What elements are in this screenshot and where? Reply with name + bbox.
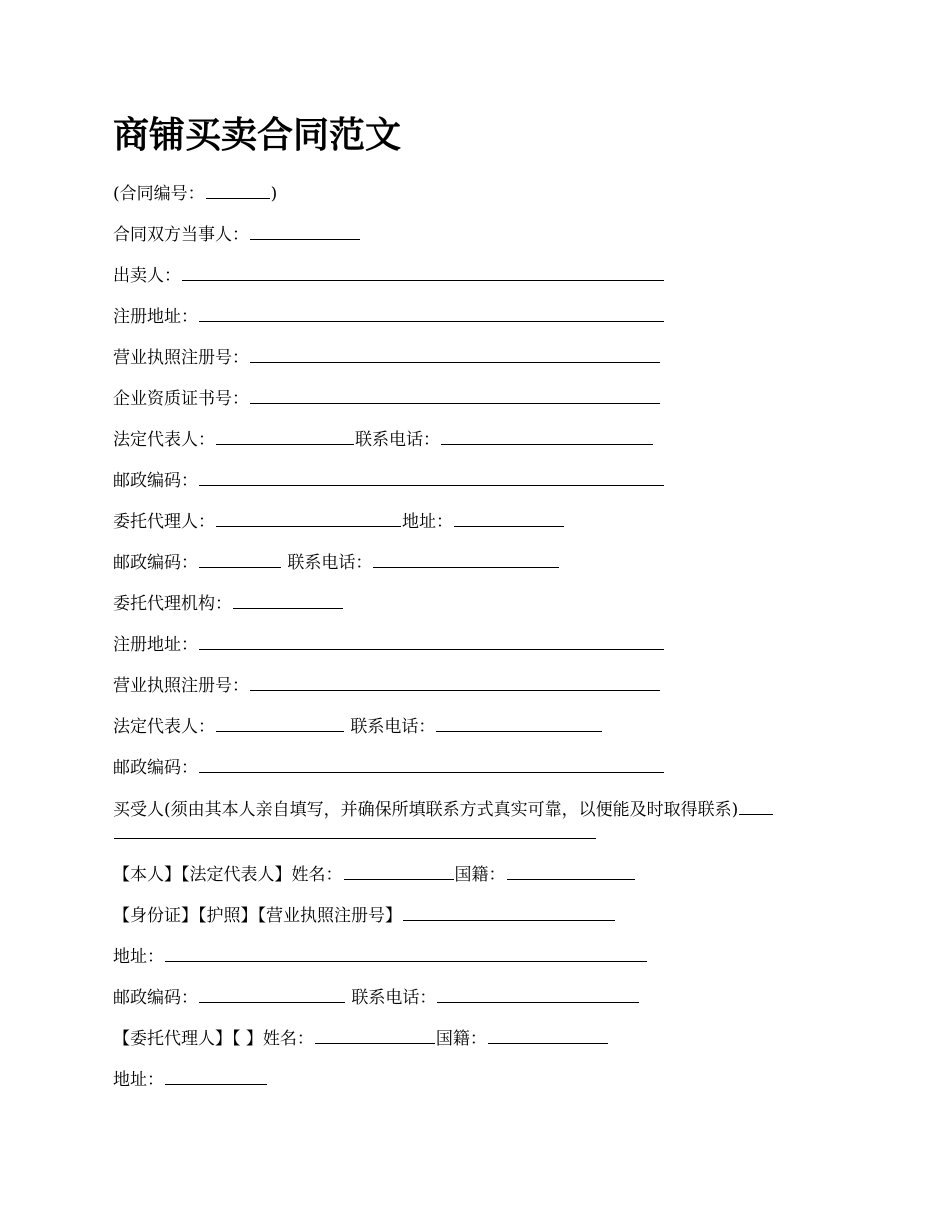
contract-number-line (113, 180, 277, 206)
agency-license-label: 营业执照注册号： (113, 676, 249, 696)
seller-address-line (113, 303, 665, 329)
buyer-blank[interactable] (739, 796, 773, 815)
contract-number-blank[interactable] (206, 180, 270, 199)
buyer-nationality-blank[interactable] (507, 861, 635, 880)
parties-label: 合同双方当事人： (113, 225, 249, 245)
seller-phone-blank[interactable] (441, 426, 653, 445)
agency-license-blank[interactable] (250, 672, 660, 691)
seller-blank[interactable] (182, 262, 664, 281)
buyer-address-line (113, 943, 648, 969)
document-title: 商铺买卖合同范文 (113, 115, 402, 156)
buyer-postcode-label: 邮政编码： (113, 988, 198, 1008)
seller-qualification-line (113, 385, 661, 411)
seller-phone-label: 联系电话： (355, 430, 440, 450)
buyer-agent-line (113, 1025, 609, 1051)
buyer-blank-continued[interactable] (114, 820, 596, 839)
seller-qualification-blank[interactable] (250, 385, 660, 404)
buyer-agent-nationality-blank[interactable] (488, 1025, 608, 1044)
agency-phone-blank[interactable] (436, 713, 602, 732)
agency-legal-rep-line (113, 713, 603, 739)
seller-address-blank[interactable] (199, 303, 664, 322)
buyer-name-blank[interactable] (344, 861, 454, 880)
buyer-agent-address-label: 地址： (113, 1070, 164, 1090)
agency-phone-label: 联系电话： (350, 717, 436, 737)
buyer-postcode-blank[interactable] (199, 984, 345, 1003)
buyer-nationality-label: 国籍： (454, 865, 506, 885)
agency-legal-rep-blank[interactable] (216, 713, 344, 732)
agent-phone-blank[interactable] (373, 549, 559, 568)
agent-line (113, 508, 565, 534)
seller-license-blank[interactable] (250, 344, 660, 363)
agency-address-blank[interactable] (199, 631, 664, 650)
agent-postcode-blank[interactable] (199, 549, 281, 568)
agency-postcode-label: 邮政编码： (113, 758, 198, 778)
agency-address-label: 注册地址： (113, 635, 198, 655)
buyer-phone-label: 联系电话： (351, 988, 437, 1008)
buyer-label: 买受人(须由其本人亲自填写，并确保所填联系方式真实可靠，以便能及时取得联系) (113, 800, 739, 820)
agent-phone-label: 联系电话： (287, 553, 373, 573)
agency-postcode-line (113, 754, 665, 780)
seller-license-label: 营业执照注册号： (113, 348, 249, 368)
buyer-address-blank[interactable] (165, 943, 647, 962)
agency-label: 委托代理机构： (113, 594, 232, 614)
agent-postcode-label: 邮政编码： (113, 553, 198, 573)
seller-legal-rep-blank[interactable] (216, 426, 354, 445)
buyer-agent-address-line (113, 1066, 268, 1092)
seller-postcode-label: 邮政编码： (113, 471, 198, 491)
agency-address-line (113, 631, 665, 657)
agent-blank[interactable] (216, 508, 401, 527)
seller-postcode-line (113, 467, 665, 493)
seller-qualification-label: 企业资质证书号： (113, 389, 249, 409)
contract-number-suffix: ) (270, 184, 278, 204)
buyer-name-line (113, 861, 636, 887)
buyer-document-blank[interactable] (403, 902, 615, 921)
parties-line (113, 221, 361, 247)
agent-postcode-line (113, 549, 560, 575)
buyer-name-label: 【本人】【法定代表人】姓名： (113, 865, 343, 885)
contract-number-prefix: (合同编号： (113, 184, 205, 204)
buyer-agent-name-blank[interactable] (315, 1025, 435, 1044)
buyer-document-line (113, 902, 616, 928)
buyer-agent-nationality-label: 国籍： (435, 1029, 487, 1049)
agent-label: 委托代理人： (113, 512, 215, 532)
seller-postcode-blank[interactable] (199, 467, 664, 486)
seller-label: 出卖人： (113, 266, 181, 286)
agency-license-line (113, 672, 661, 698)
agency-postcode-blank[interactable] (199, 754, 664, 773)
agency-legal-rep-label: 法定代表人： (113, 717, 215, 737)
agency-blank[interactable] (233, 590, 343, 609)
buyer-agent-label: 【委托代理人】【 】姓名： (113, 1029, 314, 1049)
buyer-phone-blank[interactable] (437, 984, 639, 1003)
seller-license-line (113, 344, 661, 370)
buyer-postcode-line (113, 984, 640, 1010)
seller-legal-rep-label: 法定代表人： (113, 430, 215, 450)
buyer-document-label: 【身份证】【护照】【营业执照注册号】 (113, 906, 402, 926)
buyer-address-label: 地址： (113, 947, 164, 967)
seller-legal-rep-line (113, 426, 654, 452)
agent-address-blank[interactable] (454, 508, 564, 527)
buyer-agent-address-blank[interactable] (165, 1066, 267, 1085)
parties-blank[interactable] (250, 221, 360, 240)
buyer-line (113, 796, 774, 822)
buyer-continuation-line (113, 820, 597, 846)
agency-line (113, 590, 344, 616)
seller-line (113, 262, 665, 288)
seller-address-label: 注册地址： (113, 307, 198, 327)
agent-address-label: 地址： (402, 512, 453, 532)
